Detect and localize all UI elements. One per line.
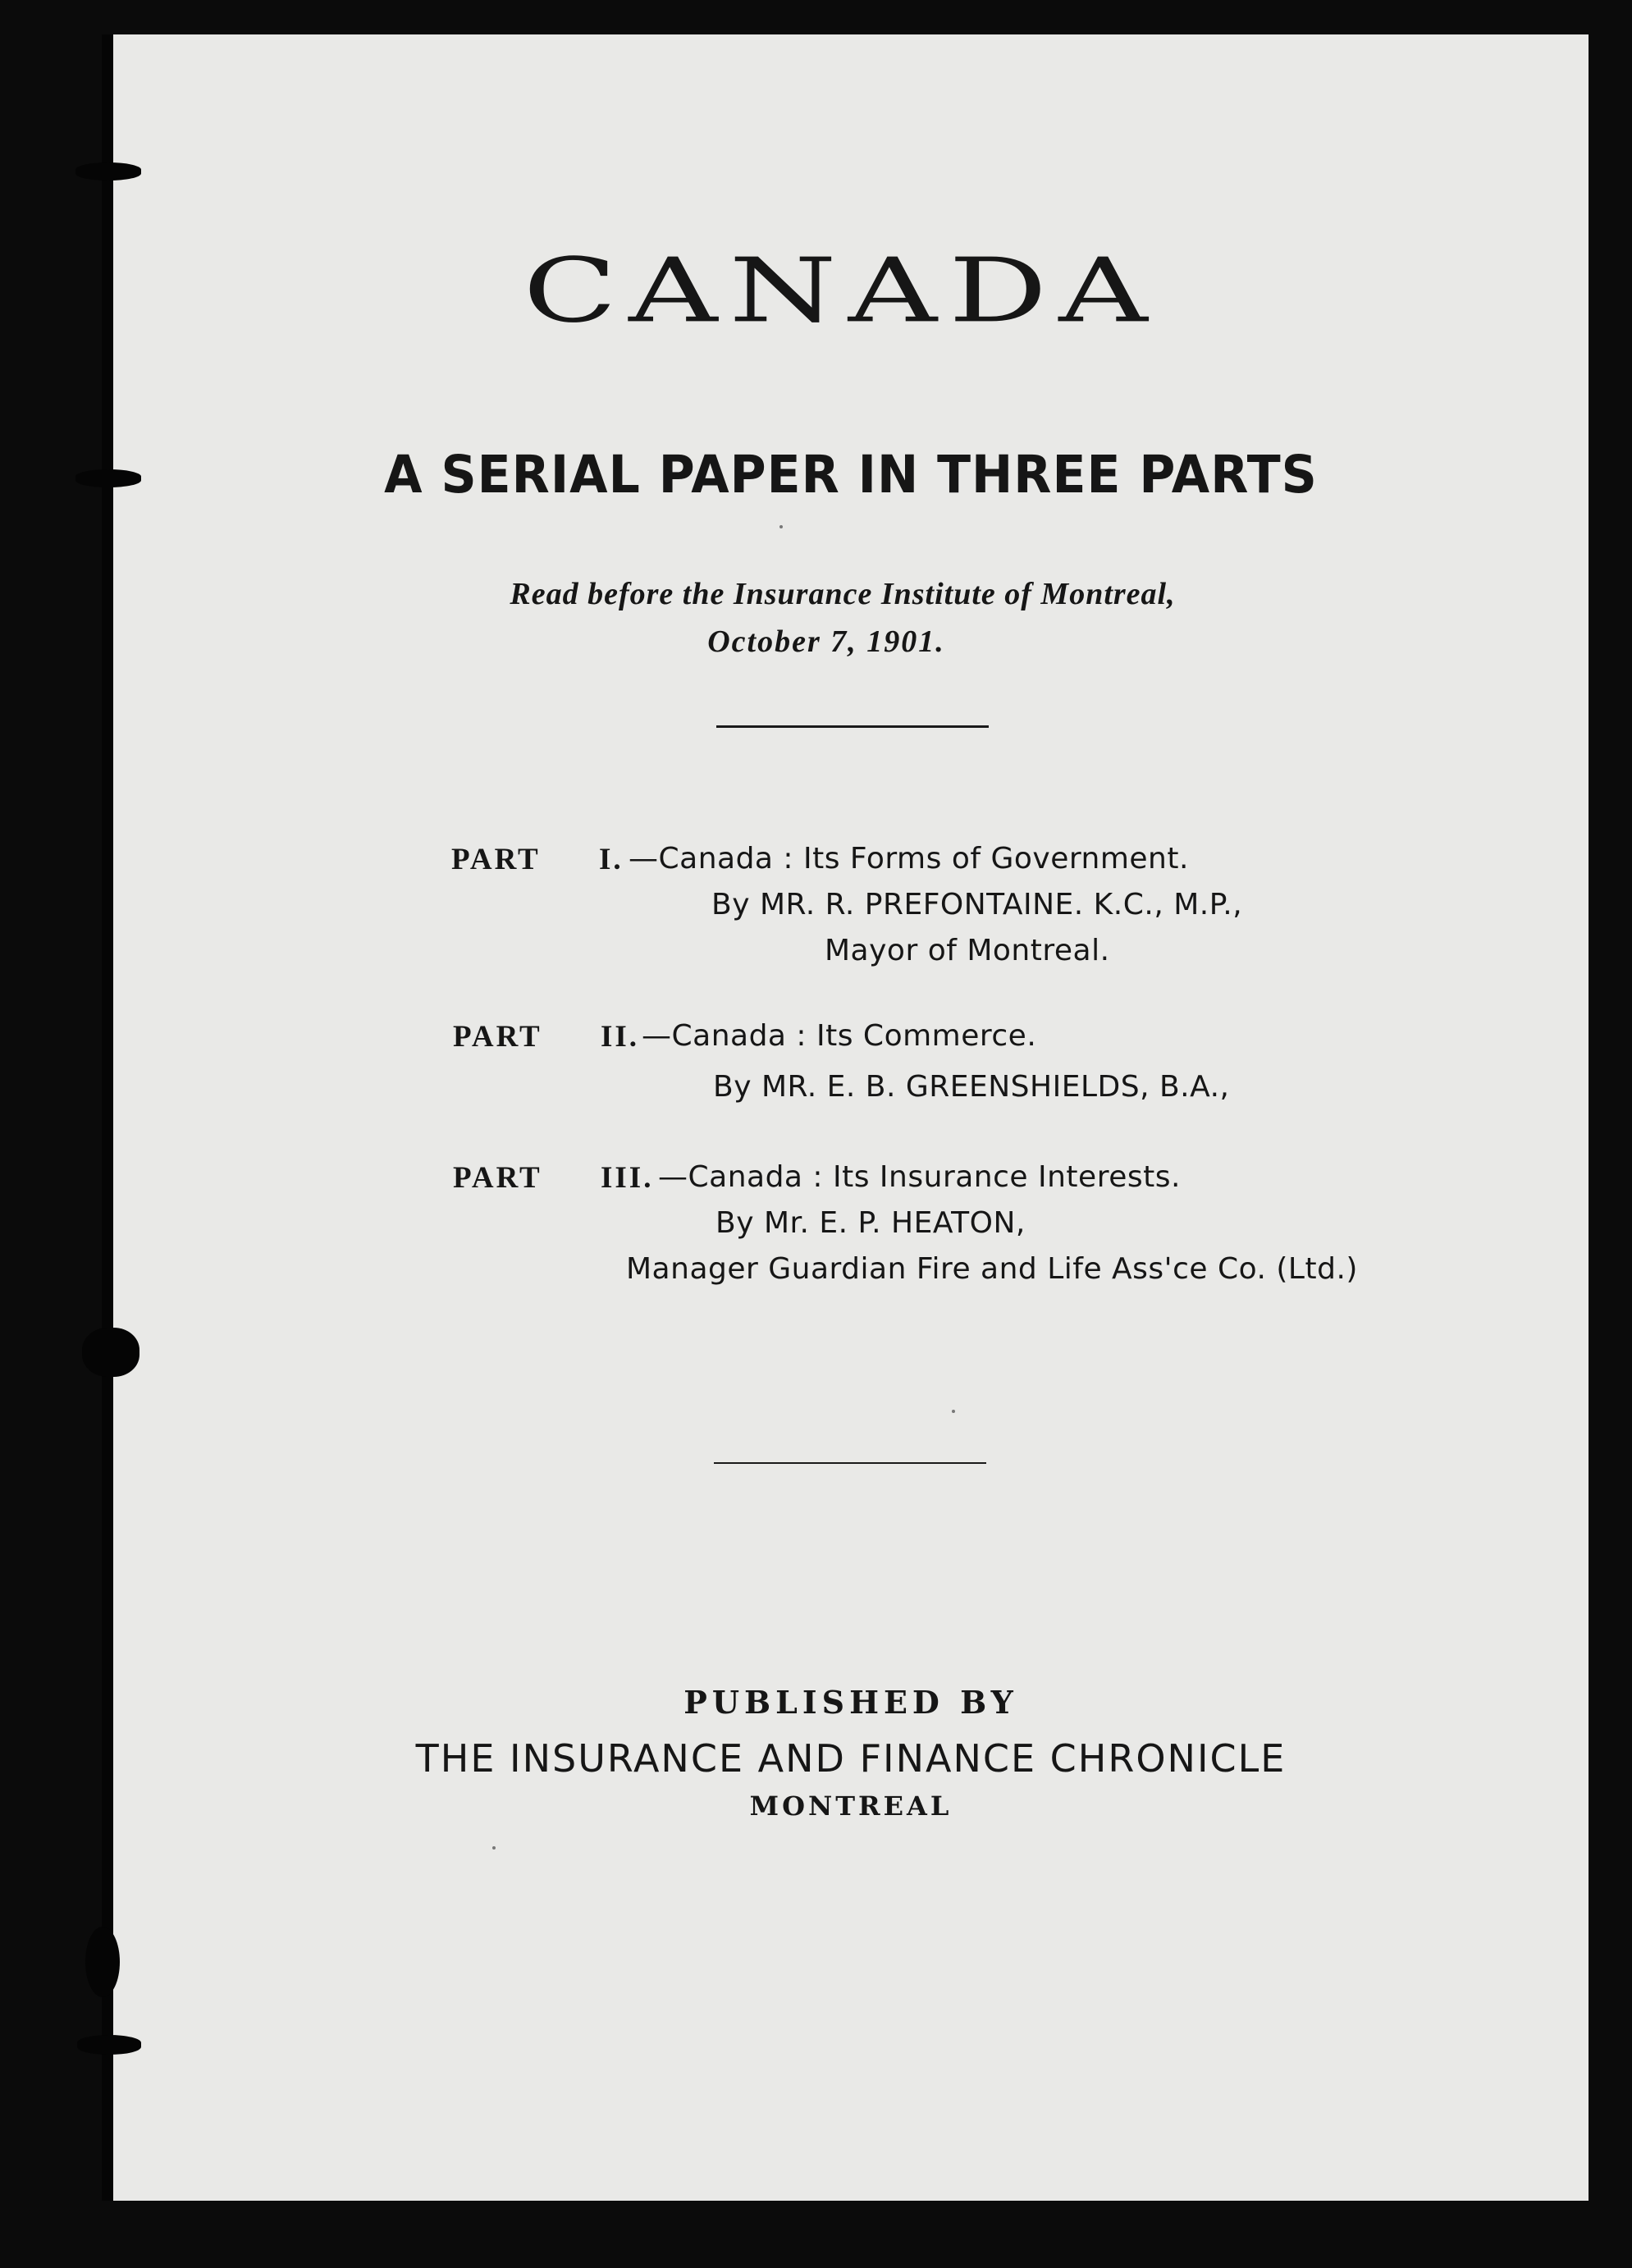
divider-rule-bottom — [714, 1462, 986, 1464]
part-author-title-1: Mayor of Montreal. — [825, 934, 1110, 967]
part-label-1 — [451, 842, 541, 877]
divider-rule-top — [716, 725, 989, 728]
binding-stitch — [77, 2035, 141, 2055]
scan-border — [0, 2201, 1632, 2268]
part-numeral-1: I. — [599, 843, 624, 876]
part-word: PART — [453, 1161, 542, 1195]
part-word: PART — [451, 843, 541, 876]
part-word: PART — [453, 1020, 542, 1054]
publisher-name: THE INSURANCE AND FINANCE CHRONICLE — [415, 1736, 1287, 1781]
part-author-2: By MR. E. B. GREENSHIELDS, B.A., — [713, 1070, 1230, 1104]
part-author-1: By MR. R. PREFONTAINE. K.C., M.P., — [711, 888, 1243, 921]
binding-stitch — [85, 1927, 120, 1997]
part-heading-1: —Canada : Its Forms of Government. — [629, 842, 1189, 876]
binding-stitch — [82, 1328, 139, 1377]
part-numeral-3: III. — [601, 1161, 654, 1195]
published-by: PUBLISHED BY — [683, 1684, 1018, 1721]
part-heading-3: —Canada : Its Insurance Interests. — [658, 1160, 1181, 1194]
read-date-line: October 7, 1901. — [707, 624, 945, 659]
part-author-3: By Mr. E. P. HEATON, — [715, 1206, 1026, 1240]
part-label-2 — [453, 1019, 542, 1054]
part-author-title-3: Manager Guardian Fire and Life Ass'ce Co. (Ltd.) — [626, 1252, 1358, 1286]
page-subtitle: A SERIAL PAPER IN THREE PARTS — [384, 445, 1318, 505]
paper-speck — [492, 1846, 496, 1850]
read-before-line: Read before the Insurance Institute of Montreal, — [510, 577, 1176, 611]
title-page — [113, 34, 1589, 2201]
binding-stitch — [75, 162, 141, 181]
publisher-city: MONTREAL — [749, 1790, 953, 1822]
paper-speck — [952, 1410, 955, 1413]
binding-stitch — [75, 469, 141, 487]
part-numeral-2: II. — [601, 1020, 640, 1054]
binding-edge — [102, 34, 113, 2201]
page-title: CANADA — [523, 240, 1159, 343]
part-label-3 — [453, 1160, 542, 1196]
part-heading-2: —Canada : Its Commerce. — [642, 1019, 1037, 1053]
paper-speck — [779, 525, 783, 528]
